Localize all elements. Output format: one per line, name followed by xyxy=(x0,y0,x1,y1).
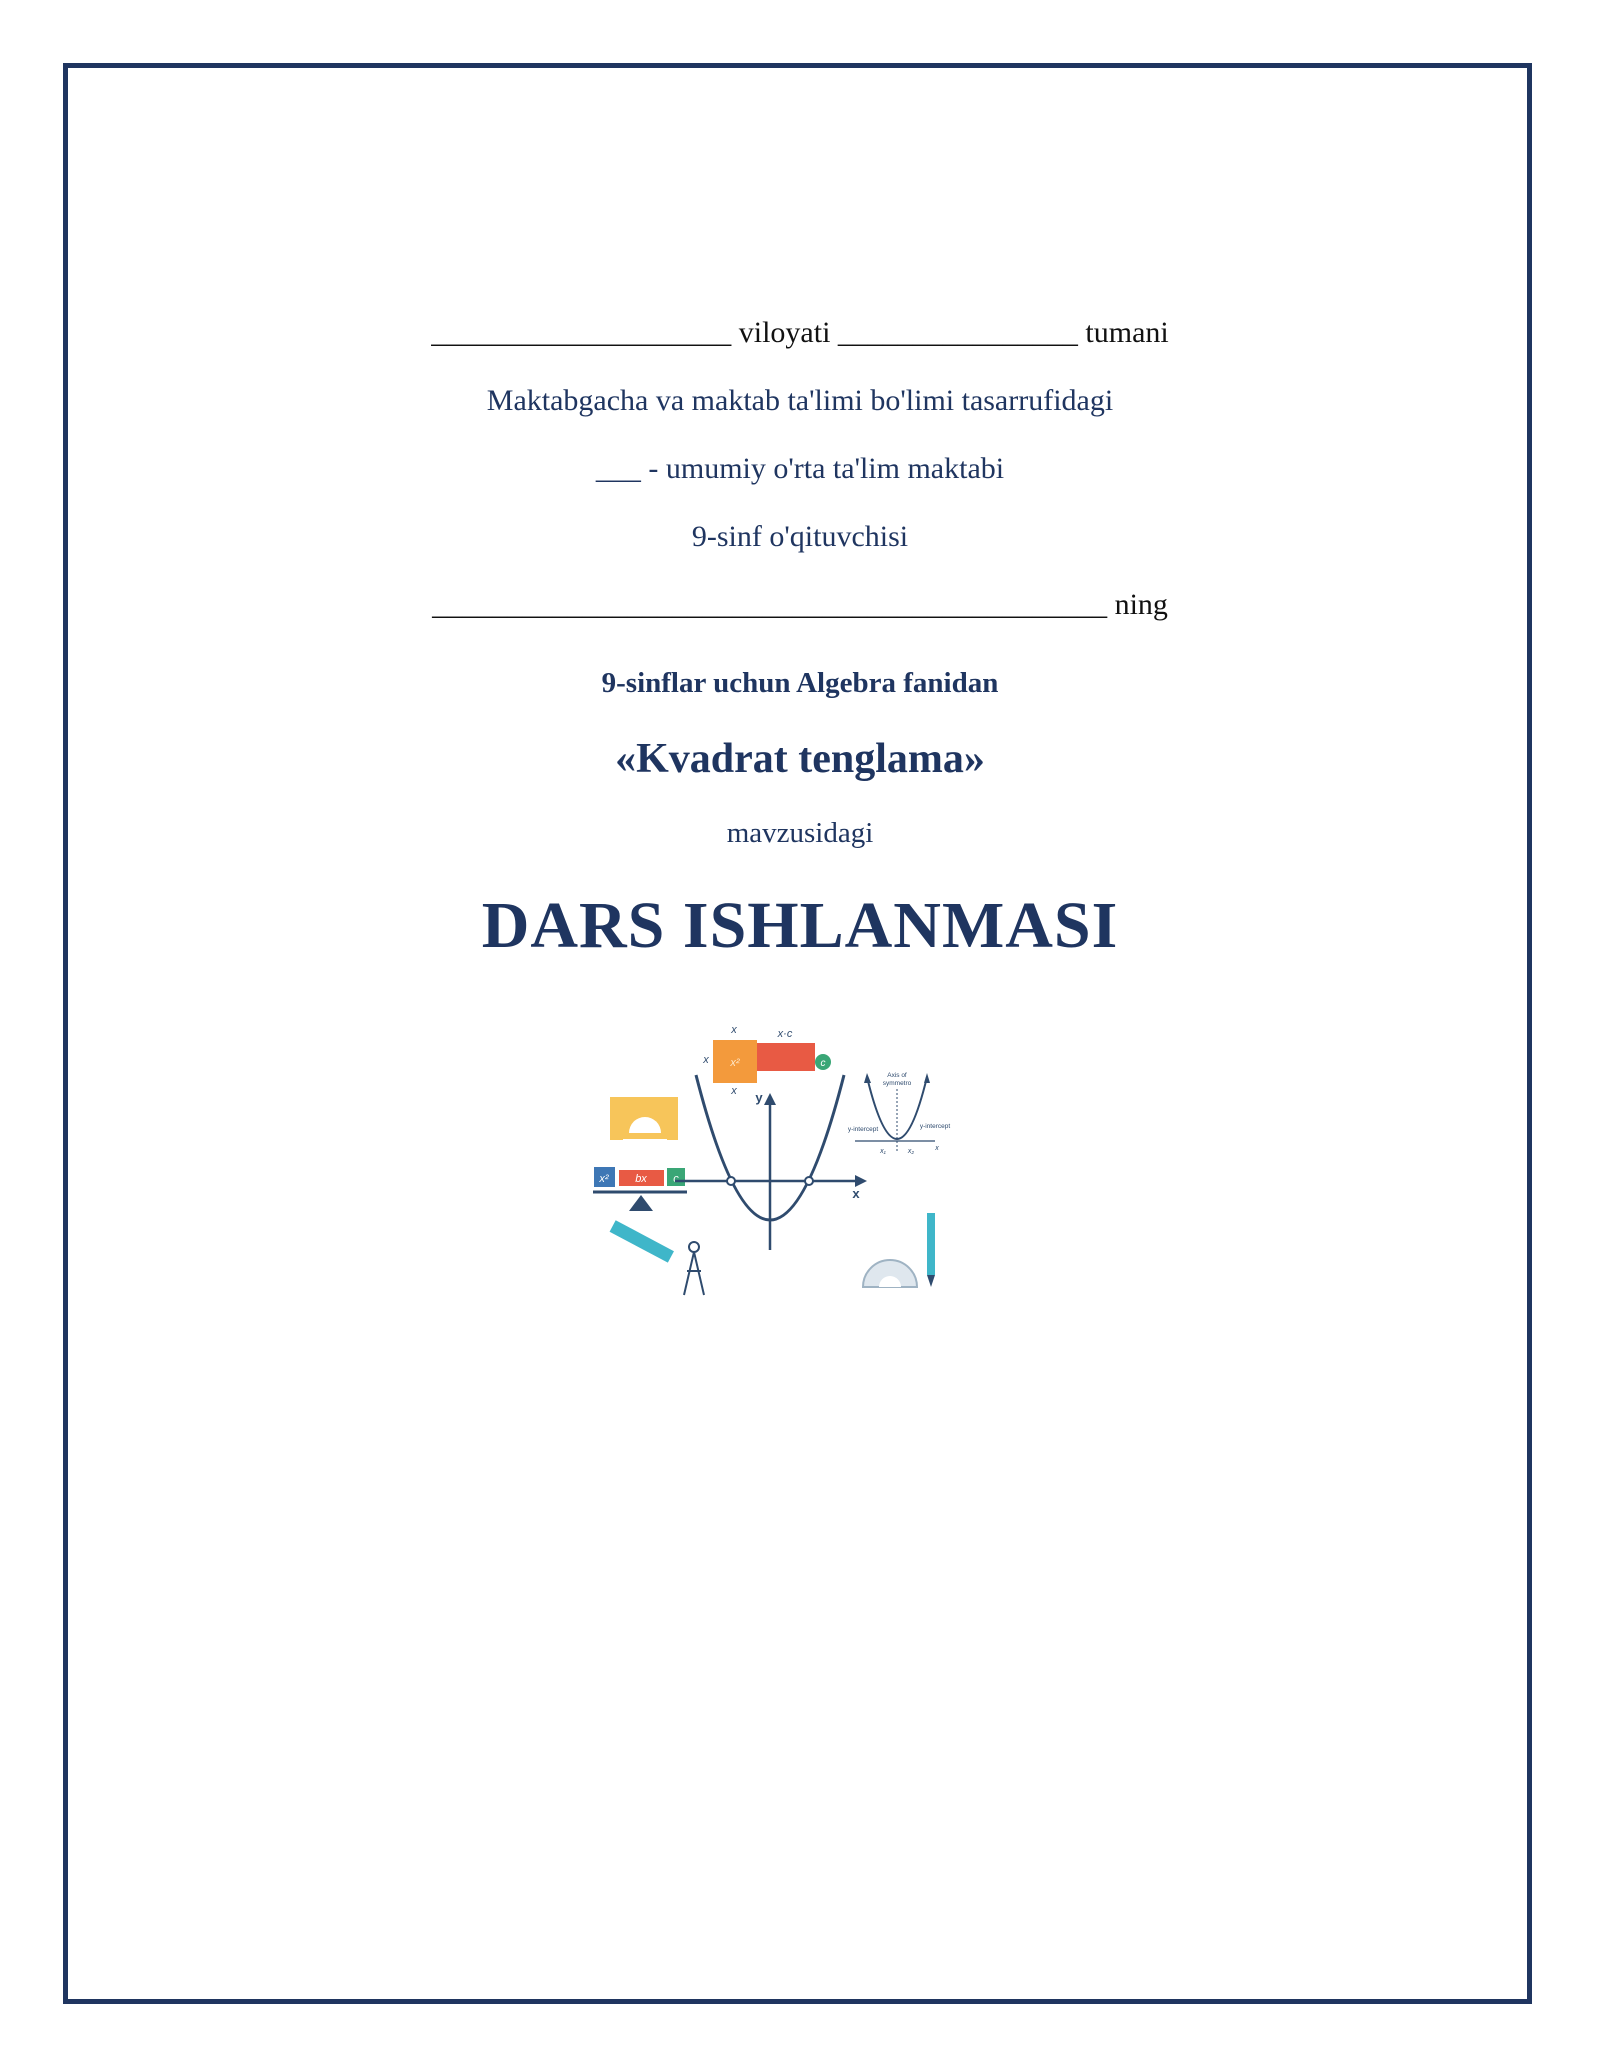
district-blank[interactable]: ________________ xyxy=(837,316,1078,349)
svg-text:y-intercept: y-intercept xyxy=(847,1126,879,1133)
name-suffix: ning xyxy=(1114,588,1168,621)
ruler-icon xyxy=(610,1220,674,1262)
subject-line: 9-sinflar uchun Algebra fanidan xyxy=(601,667,999,699)
svg-text:x: x xyxy=(703,1054,709,1066)
main-title: DARS ISHLANMASI xyxy=(481,889,1119,962)
district-word: tumani xyxy=(1085,316,1169,349)
svg-text:c: c xyxy=(673,1173,679,1185)
svg-text:c: c xyxy=(820,1058,826,1069)
svg-text:x: x xyxy=(731,1024,737,1036)
topic-title: «Kvadrat tenglama» xyxy=(615,736,985,782)
department-line: Maktabgacha va maktab ta'limi bo'limi tasarrufidagi xyxy=(486,384,1114,417)
name-line xyxy=(63,588,1537,622)
svg-text:x²: x² xyxy=(730,1057,740,1069)
svg-text:x₁: x₁ xyxy=(880,1148,886,1155)
svg-text:x: x xyxy=(935,1145,939,1152)
region-blank[interactable]: ____________________ xyxy=(431,316,732,349)
svg-text:x: x xyxy=(731,1085,737,1097)
school-line: ___ - umumiy o'rta ta'lim maktabi xyxy=(595,452,1005,485)
quadratic-illustration xyxy=(563,1005,1038,1350)
svg-text:y: y xyxy=(755,1090,763,1105)
svg-text:x: x xyxy=(852,1186,860,1201)
parabola-graph xyxy=(675,1075,867,1250)
topic-suffix: mavzusidagi xyxy=(726,817,874,849)
easel-icon xyxy=(610,1097,678,1140)
protractor-icon xyxy=(863,1260,917,1287)
svg-text:bx: bx xyxy=(635,1173,647,1185)
svg-text:Axis of: Axis of xyxy=(887,1072,907,1079)
svg-text:x²: x² xyxy=(599,1173,609,1185)
algebra-tiles xyxy=(702,1024,831,1097)
region-word: viloyati xyxy=(738,316,831,349)
svg-text:y-intercept: y-intercept xyxy=(919,1123,951,1130)
pencil-icon xyxy=(927,1213,935,1287)
svg-text:x₂: x₂ xyxy=(907,1148,915,1155)
symmetry-graph xyxy=(848,1072,951,1155)
compass-icon xyxy=(684,1242,704,1295)
region-line xyxy=(63,316,1537,350)
teacher-line: 9-sinf o'qituvchisi xyxy=(691,520,909,553)
name-blank[interactable]: _____________________________________________ xyxy=(432,588,1108,621)
balance-scale-icon xyxy=(593,1167,687,1211)
svg-text:x·c: x·c xyxy=(777,1028,793,1040)
svg-text:symmetro: symmetro xyxy=(882,1080,912,1087)
